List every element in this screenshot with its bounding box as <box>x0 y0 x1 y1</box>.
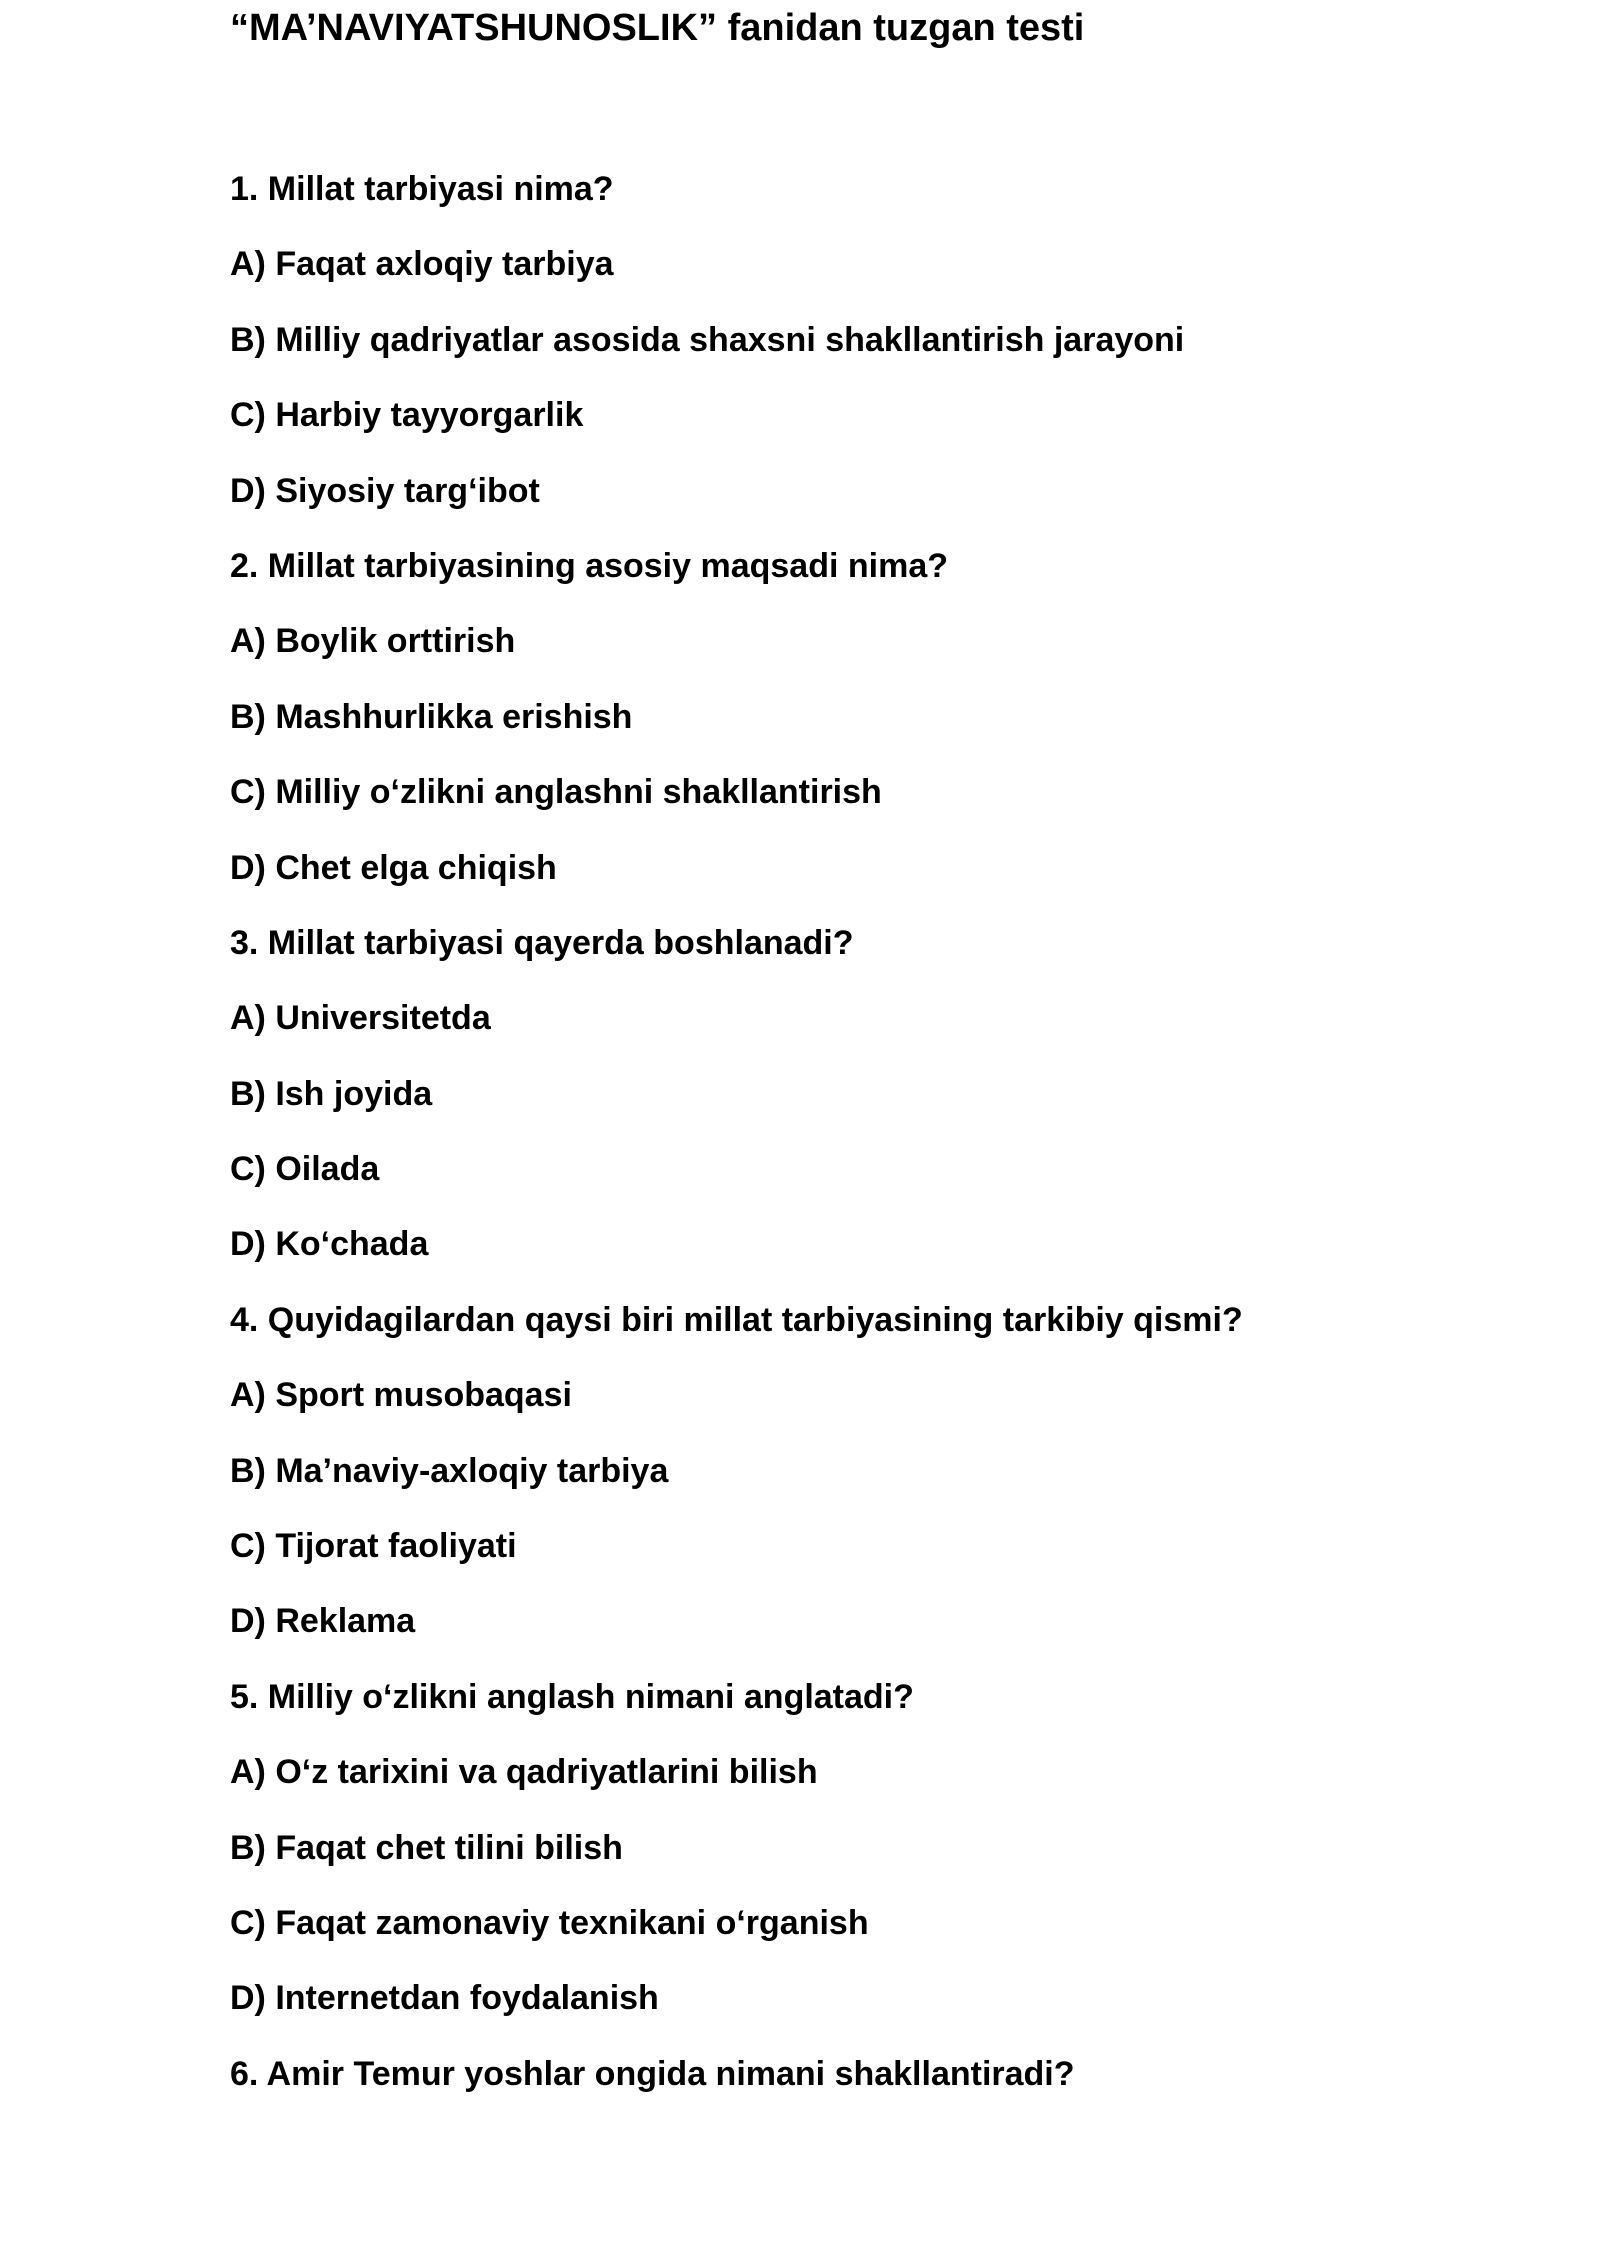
question-5-option-b: B) Faqat chet tilini bilish <box>230 1828 623 1867</box>
question-5-option-a: A) O‘z tarixini va qadriyatlarini bilish <box>230 1753 818 1792</box>
question-3-option-b: B) Ish joyida <box>230 1074 433 1113</box>
question-3-option-c: C) Oilada <box>230 1150 380 1189</box>
question-3: 3. Millat tarbiyasi qayerda boshlanadi? <box>230 923 854 962</box>
question-4-option-b: B) Ma’naviy-axloqiy tarbiya <box>230 1451 669 1490</box>
question-2-option-c: C) Milliy o‘zlikni anglashni shakllantirish <box>230 773 882 812</box>
question-2: 2. Millat tarbiyasining asosiy maqsadi nima? <box>230 546 949 585</box>
question-4-option-d: D) Reklama <box>230 1602 416 1641</box>
question-5: 5. Milliy o‘zlikni anglash nimani anglatadi? <box>230 1677 914 1716</box>
question-list <box>230 165 1530 2125</box>
question-4-option-a: A) Sport musobaqasi <box>230 1376 572 1415</box>
question-2-option-a: A) Boylik orttirish <box>230 622 516 661</box>
document-title: “MA’NAVIYATSHUNOSLIK” fanidan tuzgan testi <box>230 7 1085 49</box>
question-1-option-d: D) Siyosiy targ‘ibot <box>230 471 540 510</box>
question-6: 6. Amir Temur yoshlar ongida nimani shakllantiradi? <box>230 2054 1075 2093</box>
question-2-option-d: D) Chet elga chiqish <box>230 848 557 887</box>
question-1: 1. Millat tarbiyasi nima? <box>230 170 614 208</box>
question-5-option-d: D) Internetdan foydalanish <box>230 1979 659 2018</box>
question-4: 4. Quyidagilardan qaysi biri millat tarbiyasining tarkibiy qismi? <box>230 1300 1243 1339</box>
question-2-option-b: B) Mashhurlikka erishish <box>230 697 633 736</box>
question-3-option-a: A) Universitetda <box>230 999 491 1038</box>
question-1-option-c: C) Harbiy tayyorgarlik <box>230 396 584 435</box>
question-3-option-d: D) Ko‘chada <box>230 1225 429 1264</box>
question-5-option-c: C) Faqat zamonaviy texnikani o‘rganish <box>230 1903 869 1942</box>
question-1-option-a: A) Faqat axloqiy tarbiya <box>230 245 614 284</box>
question-4-option-c: C) Tijorat faoliyati <box>230 1527 517 1566</box>
question-1-option-b: B) Milliy qadriyatlar asosida shaxsni shakllantirish jarayoni <box>230 320 1185 359</box>
